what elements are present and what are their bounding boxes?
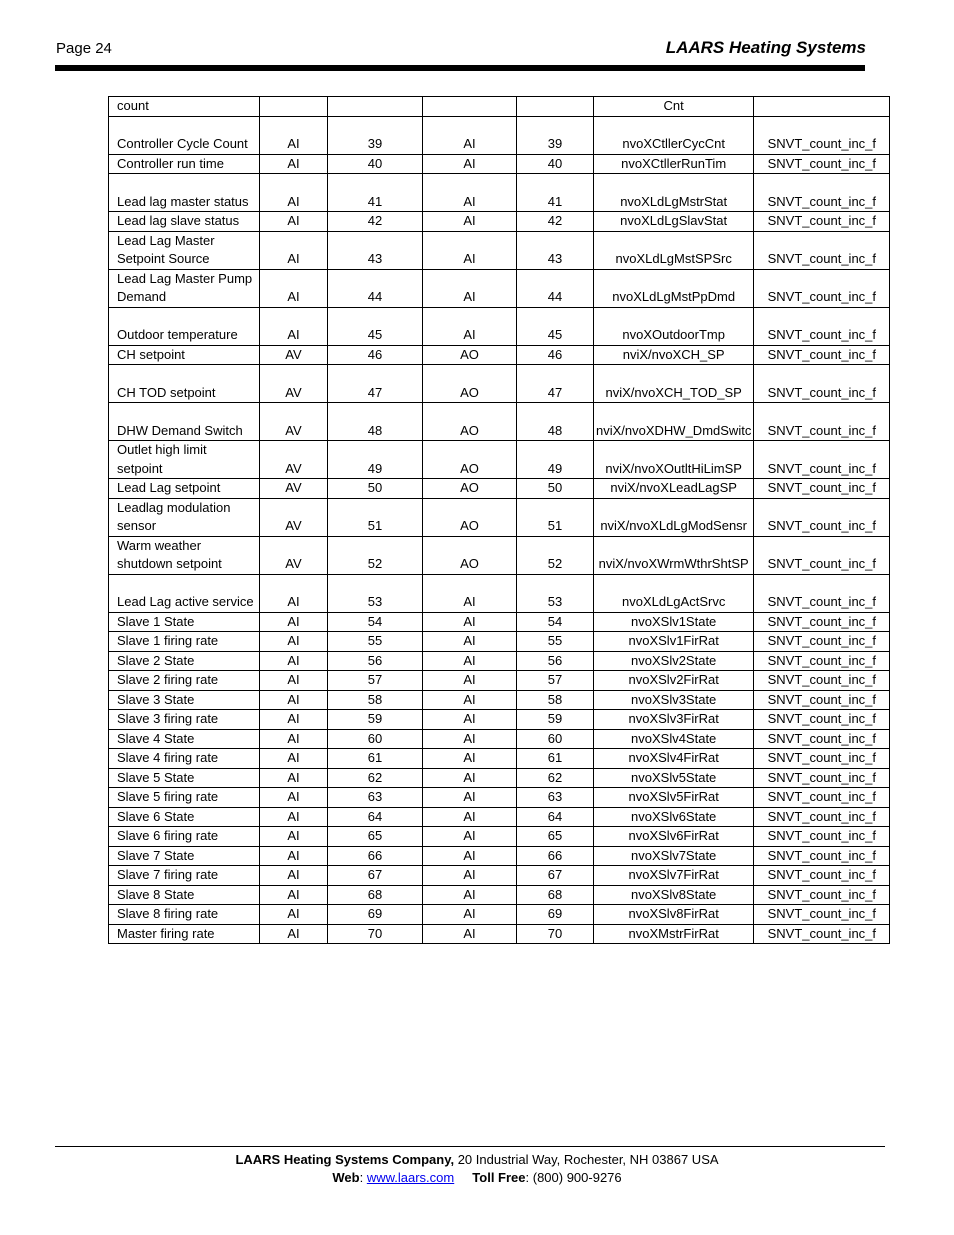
table-row — [109, 365, 890, 403]
bacnet-type-cell — [260, 97, 328, 117]
modbus-instance-cell: 70 — [517, 924, 594, 944]
point-name-cell: Slave 1 firing rate — [109, 632, 260, 652]
table-row — [109, 574, 890, 612]
modbus-instance-cell: 61 — [517, 749, 594, 769]
point-name-cell: Slave 5 State — [109, 768, 260, 788]
point-name-cell: Outdoor temperature — [109, 307, 260, 345]
bacnet-instance-cell: 68 — [328, 885, 423, 905]
modbus-type-cell: AI — [423, 574, 517, 612]
modbus-instance-cell: 50 — [517, 479, 594, 499]
snvt-type-cell: SNVT_count_inc_f — [754, 365, 890, 403]
table-row — [109, 498, 890, 536]
bacnet-type-cell: AI — [260, 905, 328, 925]
lon-variable-cell: nvoXSlv8FirRat — [594, 905, 754, 925]
header-rule — [55, 65, 865, 71]
modbus-type-cell: AO — [423, 479, 517, 499]
modbus-type-cell: AI — [423, 866, 517, 886]
snvt-type-cell: SNVT_count_inc_f — [754, 885, 890, 905]
point-name-cell: CH TOD setpoint — [109, 365, 260, 403]
lon-variable-cell: nvoXSlv7State — [594, 846, 754, 866]
footer-company: LAARS Heating Systems Company, — [235, 1152, 455, 1167]
modbus-type-cell: AI — [423, 154, 517, 174]
bacnet-instance-cell: 49 — [328, 441, 423, 479]
footer-web-sep: : — [359, 1170, 367, 1185]
snvt-type-cell: SNVT_count_inc_f — [754, 671, 890, 691]
table-row — [109, 345, 890, 365]
point-name-cell: DHW Demand Switch — [109, 403, 260, 441]
bacnet-type-cell: AV — [260, 345, 328, 365]
bacnet-type-cell: AI — [260, 807, 328, 827]
bacnet-type-cell: AI — [260, 269, 328, 307]
bacnet-instance-cell: 66 — [328, 846, 423, 866]
table-row — [109, 403, 890, 441]
point-name-cell: Lead lag slave status — [109, 212, 260, 232]
table-row — [109, 807, 890, 827]
bacnet-instance-cell: 65 — [328, 827, 423, 847]
snvt-type-cell: SNVT_count_inc_f — [754, 788, 890, 808]
footer-contact-line — [0, 1170, 954, 1185]
footer-toll-value: : (800) 900-9276 — [525, 1170, 622, 1185]
point-name-cell: Leadlag modulation sensor — [109, 498, 260, 536]
bacnet-type-cell: AI — [260, 788, 328, 808]
table-row — [109, 768, 890, 788]
modbus-instance-cell: 58 — [517, 690, 594, 710]
bacnet-type-cell: AI — [260, 827, 328, 847]
bacnet-type-cell: AV — [260, 403, 328, 441]
table-row — [109, 827, 890, 847]
table-row — [109, 231, 890, 269]
modbus-type-cell: AI — [423, 807, 517, 827]
page-number: Page 24 — [56, 40, 112, 57]
bacnet-type-cell: AI — [260, 612, 328, 632]
bacnet-type-cell: AI — [260, 690, 328, 710]
lon-variable-cell: nvoXSlv1State — [594, 612, 754, 632]
snvt-type-cell: SNVT_count_inc_f — [754, 905, 890, 925]
bacnet-type-cell: AI — [260, 768, 328, 788]
snvt-type-cell: SNVT_count_inc_f — [754, 307, 890, 345]
table-row — [109, 846, 890, 866]
modbus-instance-cell: 51 — [517, 498, 594, 536]
snvt-type-cell: SNVT_count_inc_f — [754, 846, 890, 866]
point-name-cell: count — [109, 97, 260, 117]
point-name-cell: Warm weather shutdown setpoint — [109, 536, 260, 574]
bacnet-type-cell: AV — [260, 479, 328, 499]
bacnet-instance-cell: 53 — [328, 574, 423, 612]
bacnet-instance-cell: 39 — [328, 116, 423, 154]
modbus-type-cell: AI — [423, 671, 517, 691]
point-map-table — [108, 96, 890, 944]
point-name-cell: Slave 5 firing rate — [109, 788, 260, 808]
point-name-cell: Slave 2 State — [109, 651, 260, 671]
lon-variable-cell: nvoXSlv5State — [594, 768, 754, 788]
point-name-cell: Controller run time — [109, 154, 260, 174]
snvt-type-cell: SNVT_count_inc_f — [754, 174, 890, 212]
snvt-type-cell: SNVT_count_inc_f — [754, 710, 890, 730]
lon-variable-cell: nviX/nvoXLeadLagSP — [594, 479, 754, 499]
point-name-cell: Slave 8 firing rate — [109, 905, 260, 925]
snvt-type-cell: SNVT_count_inc_f — [754, 807, 890, 827]
point-name-cell: Slave 7 firing rate — [109, 866, 260, 886]
bacnet-instance-cell: 64 — [328, 807, 423, 827]
bacnet-instance-cell: 40 — [328, 154, 423, 174]
table-row — [109, 154, 890, 174]
modbus-type-cell: AO — [423, 345, 517, 365]
table-row — [109, 632, 890, 652]
modbus-instance-cell: 63 — [517, 788, 594, 808]
lon-variable-cell: nvoXCtllerRunTim — [594, 154, 754, 174]
modbus-type-cell: AI — [423, 827, 517, 847]
bacnet-instance-cell: 43 — [328, 231, 423, 269]
bacnet-instance-cell: 47 — [328, 365, 423, 403]
bacnet-type-cell: AI — [260, 651, 328, 671]
modbus-type-cell — [423, 97, 517, 117]
lon-variable-cell: nvoXSlv4State — [594, 729, 754, 749]
modbus-instance-cell: 49 — [517, 441, 594, 479]
lon-variable-cell: nvoXSlv2FirRat — [594, 671, 754, 691]
modbus-instance-cell: 56 — [517, 651, 594, 671]
bacnet-instance-cell: 45 — [328, 307, 423, 345]
point-name-cell: Lead Lag active service — [109, 574, 260, 612]
snvt-type-cell: SNVT_count_inc_f — [754, 154, 890, 174]
modbus-instance-cell: 66 — [517, 846, 594, 866]
modbus-type-cell: AO — [423, 365, 517, 403]
bacnet-instance-cell: 50 — [328, 479, 423, 499]
point-name-cell: Outlet high limit setpoint — [109, 441, 260, 479]
modbus-instance-cell: 67 — [517, 866, 594, 886]
snvt-type-cell — [754, 97, 890, 117]
modbus-instance-cell: 53 — [517, 574, 594, 612]
table-row — [109, 269, 890, 307]
modbus-type-cell: AI — [423, 710, 517, 730]
modbus-instance-cell: 40 — [517, 154, 594, 174]
point-name-cell: Slave 4 firing rate — [109, 749, 260, 769]
modbus-instance-cell: 62 — [517, 768, 594, 788]
footer-toll-label: Toll Free — [472, 1170, 526, 1185]
table-row — [109, 116, 890, 154]
lon-variable-cell: nvoXSlv5FirRat — [594, 788, 754, 808]
brand-title: LAARS Heating Systems — [665, 38, 866, 57]
bacnet-type-cell: AI — [260, 632, 328, 652]
table-row — [109, 174, 890, 212]
snvt-type-cell: SNVT_count_inc_f — [754, 749, 890, 769]
bacnet-type-cell: AI — [260, 846, 328, 866]
bacnet-instance-cell: 55 — [328, 632, 423, 652]
bacnet-type-cell: AI — [260, 866, 328, 886]
point-name-cell: Master firing rate — [109, 924, 260, 944]
snvt-type-cell: SNVT_count_inc_f — [754, 498, 890, 536]
modbus-instance-cell: 46 — [517, 345, 594, 365]
lon-variable-cell: nvoXSlv8State — [594, 885, 754, 905]
modbus-type-cell: AI — [423, 174, 517, 212]
lon-variable-cell: nvoXCtllerCycCnt — [594, 116, 754, 154]
modbus-instance-cell: 55 — [517, 632, 594, 652]
modbus-type-cell: AI — [423, 612, 517, 632]
bacnet-instance-cell: 63 — [328, 788, 423, 808]
footer-address-line — [0, 1152, 954, 1167]
modbus-type-cell: AI — [423, 231, 517, 269]
table-row — [109, 671, 890, 691]
snvt-type-cell: SNVT_count_inc_f — [754, 212, 890, 232]
table-row — [109, 885, 890, 905]
snvt-type-cell: SNVT_count_inc_f — [754, 479, 890, 499]
bacnet-instance-cell: 42 — [328, 212, 423, 232]
bacnet-instance-cell: 56 — [328, 651, 423, 671]
modbus-instance-cell: 52 — [517, 536, 594, 574]
footer-web-label: Web — [332, 1170, 360, 1185]
table-row — [109, 612, 890, 632]
footer-rule — [55, 1146, 885, 1147]
modbus-instance-cell: 65 — [517, 827, 594, 847]
snvt-type-cell: SNVT_count_inc_f — [754, 690, 890, 710]
table-row — [109, 788, 890, 808]
snvt-type-cell: SNVT_count_inc_f — [754, 866, 890, 886]
modbus-type-cell: AI — [423, 749, 517, 769]
bacnet-instance-cell: 46 — [328, 345, 423, 365]
snvt-type-cell: SNVT_count_inc_f — [754, 651, 890, 671]
modbus-type-cell: AI — [423, 269, 517, 307]
table-row — [109, 307, 890, 345]
lon-variable-cell: nvoXLdLgMstSPSrc — [594, 231, 754, 269]
snvt-type-cell: SNVT_count_inc_f — [754, 116, 890, 154]
modbus-instance-cell: 39 — [517, 116, 594, 154]
modbus-instance-cell: 48 — [517, 403, 594, 441]
bacnet-instance-cell: 70 — [328, 924, 423, 944]
bacnet-type-cell: AI — [260, 212, 328, 232]
lon-variable-cell: nvoXMstrFirRat — [594, 924, 754, 944]
bacnet-type-cell: AI — [260, 710, 328, 730]
bacnet-type-cell: AV — [260, 536, 328, 574]
snvt-type-cell: SNVT_count_inc_f — [754, 574, 890, 612]
bacnet-instance-cell: 67 — [328, 866, 423, 886]
point-name-cell: Slave 4 State — [109, 729, 260, 749]
lon-variable-cell: nviX/nvoXDHW_DmdSwitc — [594, 403, 754, 441]
snvt-type-cell: SNVT_count_inc_f — [754, 632, 890, 652]
lon-variable-cell: nvoXSlv6FirRat — [594, 827, 754, 847]
bacnet-instance-cell — [328, 97, 423, 117]
lon-variable-cell: nviX/nvoXCH_TOD_SP — [594, 365, 754, 403]
point-name-cell: Lead Lag Master Setpoint Source — [109, 231, 260, 269]
bacnet-type-cell: AI — [260, 574, 328, 612]
modbus-instance-cell — [517, 97, 594, 117]
table-row — [109, 212, 890, 232]
lon-variable-cell: nviX/nvoXCH_SP — [594, 345, 754, 365]
lon-variable-cell: nviX/nvoXWrmWthrShtSP — [594, 536, 754, 574]
modbus-type-cell: AO — [423, 403, 517, 441]
modbus-instance-cell: 42 — [517, 212, 594, 232]
table-row — [109, 651, 890, 671]
bacnet-instance-cell: 51 — [328, 498, 423, 536]
modbus-instance-cell: 64 — [517, 807, 594, 827]
point-name-cell: Slave 2 firing rate — [109, 671, 260, 691]
bacnet-type-cell: AI — [260, 729, 328, 749]
bacnet-type-cell: AI — [260, 671, 328, 691]
bacnet-type-cell: AI — [260, 885, 328, 905]
modbus-type-cell: AO — [423, 536, 517, 574]
table-row — [109, 690, 890, 710]
footer-web-link[interactable]: www.laars.com — [366, 1170, 455, 1185]
bacnet-type-cell: AI — [260, 174, 328, 212]
modbus-instance-cell: 41 — [517, 174, 594, 212]
modbus-instance-cell: 43 — [517, 231, 594, 269]
modbus-instance-cell: 69 — [517, 905, 594, 925]
modbus-instance-cell: 44 — [517, 269, 594, 307]
modbus-type-cell: AI — [423, 116, 517, 154]
lon-variable-cell: nvoXSlv3FirRat — [594, 710, 754, 730]
lon-variable-cell: nvoXSlv3State — [594, 690, 754, 710]
snvt-type-cell: SNVT_count_inc_f — [754, 269, 890, 307]
bacnet-type-cell: AI — [260, 307, 328, 345]
point-name-cell: Slave 3 State — [109, 690, 260, 710]
point-name-cell: Slave 6 State — [109, 807, 260, 827]
point-name-cell: Slave 3 firing rate — [109, 710, 260, 730]
modbus-type-cell: AI — [423, 905, 517, 925]
bacnet-instance-cell: 54 — [328, 612, 423, 632]
point-name-cell: Lead lag master status — [109, 174, 260, 212]
modbus-type-cell: AO — [423, 441, 517, 479]
point-name-cell: Slave 6 firing rate — [109, 827, 260, 847]
table-row — [109, 924, 890, 944]
snvt-type-cell: SNVT_count_inc_f — [754, 924, 890, 944]
modbus-instance-cell: 57 — [517, 671, 594, 691]
bacnet-type-cell: AI — [260, 116, 328, 154]
bacnet-type-cell: AI — [260, 231, 328, 269]
modbus-type-cell: AI — [423, 651, 517, 671]
point-name-cell: Slave 7 State — [109, 846, 260, 866]
bacnet-instance-cell: 58 — [328, 690, 423, 710]
table-row — [109, 729, 890, 749]
lon-variable-cell: nvoXOutdoorTmp — [594, 307, 754, 345]
lon-variable-cell: nvoXSlv4FirRat — [594, 749, 754, 769]
point-name-cell: Lead Lag setpoint — [109, 479, 260, 499]
bacnet-type-cell: AI — [260, 154, 328, 174]
snvt-type-cell: SNVT_count_inc_f — [754, 441, 890, 479]
lon-variable-cell: nviX/nvoXOutltHiLimSP — [594, 441, 754, 479]
snvt-type-cell: SNVT_count_inc_f — [754, 231, 890, 269]
snvt-type-cell: SNVT_count_inc_f — [754, 536, 890, 574]
bacnet-instance-cell: 52 — [328, 536, 423, 574]
bacnet-instance-cell: 48 — [328, 403, 423, 441]
point-name-cell: Slave 8 State — [109, 885, 260, 905]
table-row — [109, 710, 890, 730]
modbus-type-cell: AI — [423, 307, 517, 345]
modbus-type-cell: AI — [423, 729, 517, 749]
table-row — [109, 905, 890, 925]
modbus-type-cell: AI — [423, 788, 517, 808]
modbus-type-cell: AO — [423, 498, 517, 536]
bacnet-instance-cell: 59 — [328, 710, 423, 730]
bacnet-instance-cell: 61 — [328, 749, 423, 769]
bacnet-type-cell: AI — [260, 749, 328, 769]
modbus-instance-cell: 59 — [517, 710, 594, 730]
footer-address: 20 Industrial Way, Rochester, NH 03867 USA — [454, 1152, 719, 1167]
lon-variable-cell: Cnt — [594, 97, 754, 117]
snvt-type-cell: SNVT_count_inc_f — [754, 612, 890, 632]
bacnet-type-cell: AI — [260, 924, 328, 944]
modbus-instance-cell: 54 — [517, 612, 594, 632]
lon-variable-cell: nvoXLdLgSlavStat — [594, 212, 754, 232]
table-row — [109, 441, 890, 479]
modbus-type-cell: AI — [423, 885, 517, 905]
bacnet-instance-cell: 60 — [328, 729, 423, 749]
lon-variable-cell: nviX/nvoXLdLgModSensr — [594, 498, 754, 536]
snvt-type-cell: SNVT_count_inc_f — [754, 729, 890, 749]
bacnet-instance-cell: 69 — [328, 905, 423, 925]
bacnet-type-cell: AV — [260, 441, 328, 479]
table-row — [109, 97, 890, 117]
bacnet-type-cell: AV — [260, 498, 328, 536]
table-row — [109, 866, 890, 886]
bacnet-instance-cell: 57 — [328, 671, 423, 691]
point-name-cell: CH setpoint — [109, 345, 260, 365]
lon-variable-cell: nvoXLdLgActSrvc — [594, 574, 754, 612]
snvt-type-cell: SNVT_count_inc_f — [754, 345, 890, 365]
table-row — [109, 479, 890, 499]
snvt-type-cell: SNVT_count_inc_f — [754, 403, 890, 441]
bacnet-instance-cell: 62 — [328, 768, 423, 788]
modbus-type-cell: AI — [423, 768, 517, 788]
bacnet-instance-cell: 44 — [328, 269, 423, 307]
modbus-instance-cell: 60 — [517, 729, 594, 749]
modbus-instance-cell: 68 — [517, 885, 594, 905]
lon-variable-cell: nvoXLdLgMstrStat — [594, 174, 754, 212]
modbus-type-cell: AI — [423, 924, 517, 944]
point-name-cell: Lead Lag Master Pump Demand — [109, 269, 260, 307]
snvt-type-cell: SNVT_count_inc_f — [754, 827, 890, 847]
table-row — [109, 749, 890, 769]
lon-variable-cell: nvoXSlv1FirRat — [594, 632, 754, 652]
modbus-type-cell: AI — [423, 212, 517, 232]
modbus-instance-cell: 45 — [517, 307, 594, 345]
point-name-cell: Controller Cycle Count — [109, 116, 260, 154]
modbus-type-cell: AI — [423, 690, 517, 710]
lon-variable-cell: nvoXSlv6State — [594, 807, 754, 827]
bacnet-type-cell: AV — [260, 365, 328, 403]
snvt-type-cell: SNVT_count_inc_f — [754, 768, 890, 788]
lon-variable-cell: nvoXSlv2State — [594, 651, 754, 671]
lon-variable-cell: nvoXLdLgMstPpDmd — [594, 269, 754, 307]
table-row — [109, 536, 890, 574]
bacnet-instance-cell: 41 — [328, 174, 423, 212]
modbus-type-cell: AI — [423, 846, 517, 866]
modbus-type-cell: AI — [423, 632, 517, 652]
modbus-instance-cell: 47 — [517, 365, 594, 403]
point-name-cell: Slave 1 State — [109, 612, 260, 632]
lon-variable-cell: nvoXSlv7FirRat — [594, 866, 754, 886]
